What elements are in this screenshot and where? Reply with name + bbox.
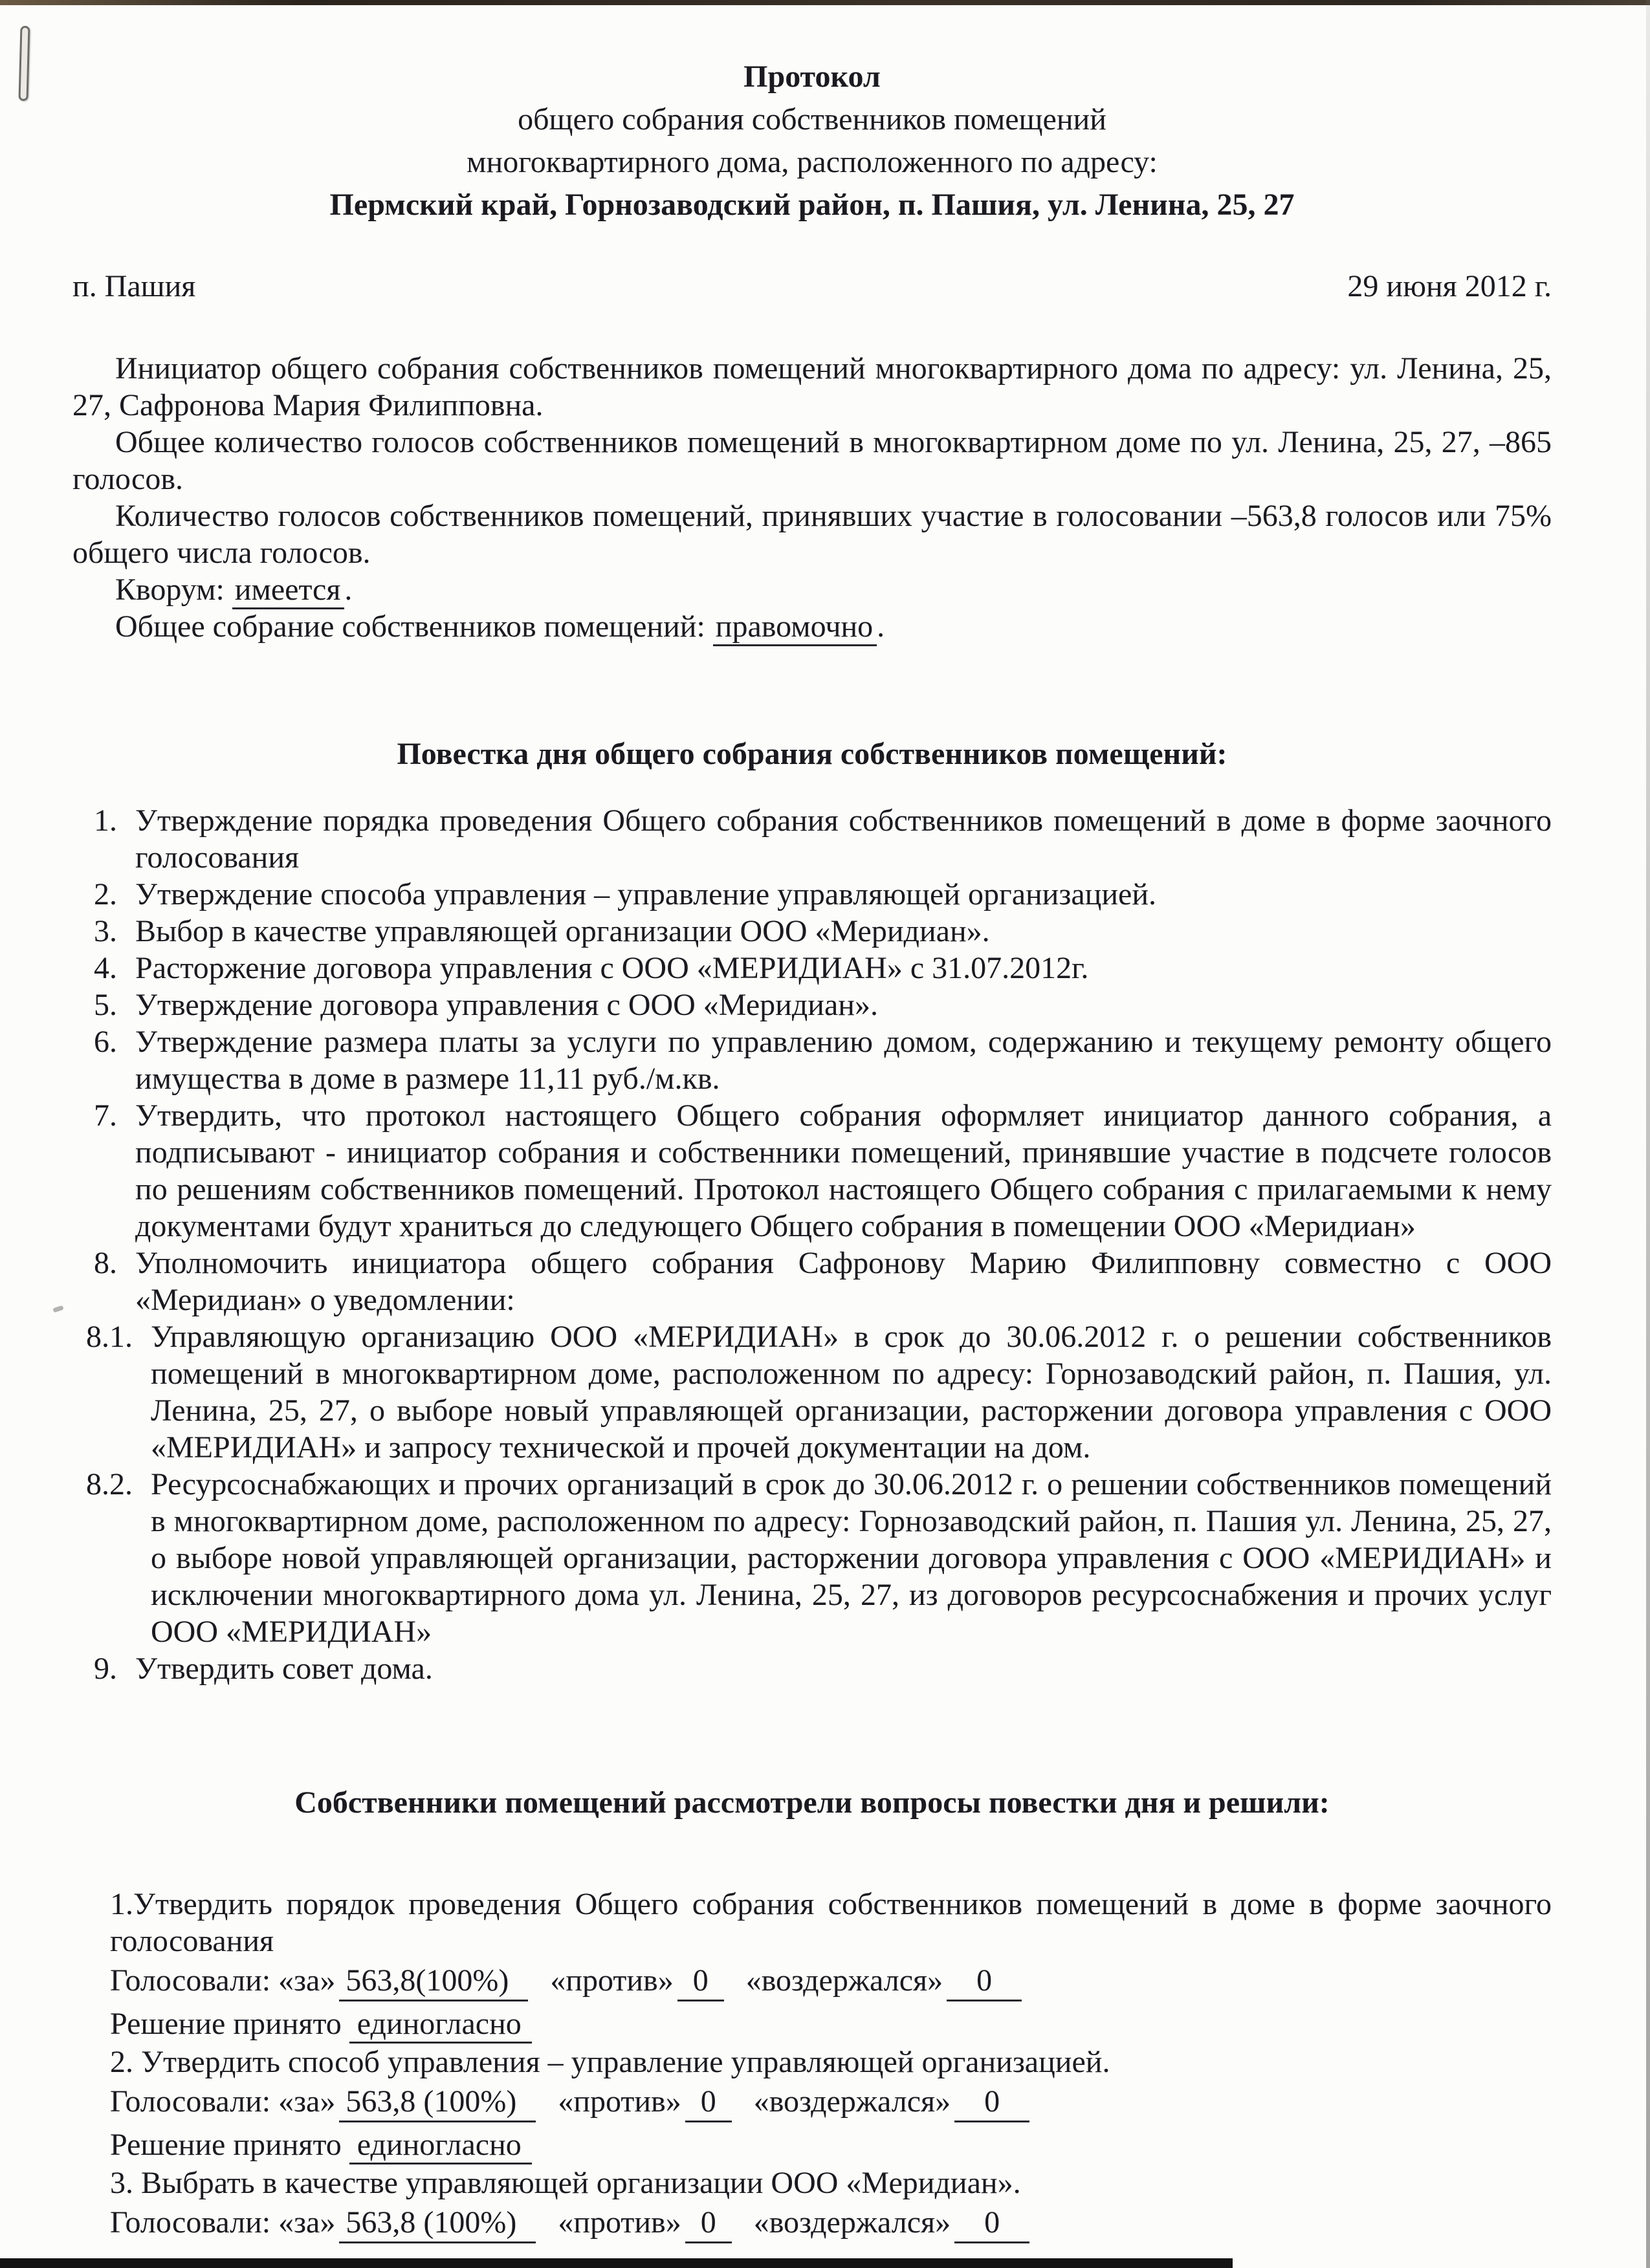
title-line-4: Пермский край, Горнозаводский район, п. Пашия, ул. Ленина, 25, 27 [329, 188, 1295, 222]
decision-2-votes-abstained: 0 [954, 2083, 1029, 2122]
intro-paragraph-initiator: Инициатор общего собрания собственников помещений многоквартирного дома по адресу: ул. Ленина, 25, 27, Сафронова Мария Филипповна. [72, 351, 1552, 422]
decision-1-vote-line [110, 1962, 1552, 2001]
meeting-competency-period: . [877, 609, 885, 644]
decision-2-vote-line [110, 2083, 1552, 2122]
decision-1-votes-abstained: 0 [947, 1962, 1022, 2001]
intro-section [72, 350, 1552, 645]
meeting-competency-line [72, 608, 1552, 645]
agenda-item-9-text: Утвердить совет дома. [135, 1652, 433, 1686]
decision-2-votes-for: 563,8 (100%) [339, 2083, 536, 2122]
meeting-competency-value: правомочно [713, 609, 877, 646]
quorum-label: Кворум: [115, 572, 225, 607]
agenda-list [86, 802, 1552, 1687]
decision-1-abstain-label: «воздержался» [745, 1963, 943, 1998]
decision-1-votes-for: 563,8(100%) [339, 1962, 528, 2001]
decision-2-votes-against: 0 [685, 2083, 732, 2122]
quorum-line [72, 571, 1552, 608]
decisions-section [110, 1886, 1552, 2243]
decision-2-resolution-label: Решение принято [110, 2128, 342, 2162]
decision-3-votes-against: 0 [685, 2204, 732, 2243]
decision-1-vote-label: Голосовали: «за» [110, 1963, 336, 1998]
decision-1-text: 1.Утвердить порядок проведения Общего собрания собственников помещений в доме в форме заочного голосования [110, 1887, 1552, 1958]
agenda-heading: Повестка дня общего собрания собственников помещений: [397, 737, 1227, 771]
agenda-item-9-number: 9. [94, 1652, 117, 1686]
decision-1-votes-against: 0 [677, 1962, 724, 2001]
intro-paragraph-total-votes: Общее количество голосов собственников помещений в многоквартирном доме по ул. Ленина, 25, 27, –865 голосов. [72, 425, 1552, 496]
decision-3-abstain-label: «воздержался» [753, 2205, 951, 2240]
decision-2-text: 2. Утвердить способ управления – управление управляющей организацией. [110, 2045, 1110, 2079]
agenda-item-3-number: 3. [94, 914, 117, 948]
agenda-item-8-number: 8. [94, 1246, 117, 1280]
quorum-value: имеется [232, 572, 345, 609]
agenda-item-3-text: Выбор в качестве управляющей организации ООО «Меридиан». [135, 914, 990, 948]
agenda-item-6-number: 6. [94, 1025, 117, 1059]
decision-1-resolution-line [110, 2005, 1552, 2042]
agenda-item-4 [94, 950, 1552, 987]
date-row [72, 268, 1552, 305]
decision-1-resolution-label: Решение принято [110, 2007, 342, 2041]
decision-3-text: 3. Выбрать в качестве управляющей организации ООО «Меридиан». [110, 2166, 1021, 2200]
agenda-item-8-1 [86, 1318, 1552, 1466]
title-line-1: Протокол [743, 60, 881, 94]
agenda-item-8-2-number: 8.2. [86, 1467, 133, 1501]
agenda-item-8-1-number: 8.1. [86, 1320, 133, 1354]
decision-2-resolution-line [110, 2126, 1552, 2163]
meeting-location: п. Пашия [72, 269, 196, 303]
agenda-item-2-number: 2. [94, 877, 117, 911]
decision-1-resolution-value: единогласно [349, 2007, 532, 2044]
agenda-item-6 [94, 1023, 1552, 1097]
agenda-item-8-1-text: Управляющую организацию ООО «МЕРИДИАН» в срок до 30.06.2012 г. о решении собственников помещений в многоквартирном доме, расположенном по адресу: Горнозаводский район, п. Пашия, ул. Ленина, 25, 27, о выборе новый управляющей организации, расторжении договора управления с ООО «МЕРИДИАН» и запросу технической и прочей документации на дом. [151, 1320, 1552, 1465]
agenda-item-7-number: 7. [94, 1098, 117, 1133]
decision-2-abstain-label: «воздержался» [753, 2084, 951, 2119]
decision-2-against-label: «против» [558, 2084, 681, 2119]
decision-3-votes-abstained: 0 [954, 2204, 1029, 2243]
scan-edge-right-artifact [1646, 0, 1650, 2268]
decision-2-vote-label: Голосовали: «за» [110, 2084, 336, 2119]
decision-1-against-label: «против» [550, 1963, 674, 1998]
agenda-item-7-text: Утвердить, что протокол настоящего Общего собрания оформляет инициатор данного собрания, а подписывают - инициатор собрания и собственники помещений, принявшие участие в подсчете голосов по решениям собственников помещений. Протокол настоящего Общего собрания с прилагаемыми к нему документами будут храниться до следующего Общего собрания в помещении ООО «Меридиан» [135, 1098, 1552, 1243]
decisions-heading: Собственники помещений рассмотрели вопросы повестки дня и решили: [294, 1785, 1330, 1820]
agenda-item-1-number: 1. [94, 803, 117, 838]
decision-3-vote-label: Голосовали: «за» [110, 2205, 336, 2240]
agenda-item-8-2 [86, 1466, 1552, 1650]
document-title [72, 56, 1552, 226]
intro-paragraph-participated-votes: Количество голосов собственников помещений, принявших участие в голосовании –563,8 голосов или 75% общего числа голосов. [72, 499, 1552, 570]
agenda-item-8-2-text: Ресурсоснабжающих и прочих организаций в срок до 30.06.2012 г. о решении собственников помещений в многоквартирном доме, расположенном по адресу: Горнозаводский район, п. Пашия ул. Ленина, 25, 27, о выборе новой управляющей организации, расторжении договора управления с ООО «МЕРИДИАН» и исключении многоквартирного дома ул. Ленина, 25, 27, из договоров ресурсоснабжения и прочих услуг ООО «МЕРИДИАН» [151, 1467, 1552, 1649]
decision-2-resolution-value: единогласно [349, 2128, 532, 2164]
agenda-item-1-text: Утверждение порядка проведения Общего собрания собственников помещений в доме в форме заочного голосования [135, 803, 1552, 875]
agenda-item-9 [94, 1650, 1552, 1687]
meeting-competency-label: Общее собрание собственников помещений: [115, 609, 705, 644]
decision-3-vote-line [110, 2204, 1552, 2243]
agenda-item-5-text: Утверждение договора управления с ООО «Меридиан». [135, 988, 878, 1022]
agenda-item-8-text: Уполномочить инициатора общего собрания Сафронову Марию Филипповну совместно с ООО «Меридиан» о уведомлении: [135, 1246, 1552, 1317]
agenda-item-7 [94, 1097, 1552, 1245]
agenda-item-5-number: 5. [94, 988, 117, 1022]
meeting-date: 29 июня 2012 г. [1347, 269, 1552, 303]
agenda-item-1 [94, 802, 1552, 876]
title-line-3: многоквартирного дома, расположенного по адресу: [467, 145, 1158, 179]
agenda-item-4-text: Расторжение договора управления с ООО «МЕРИДИАН» с 31.07.2012г. [135, 951, 1089, 985]
agenda-item-5 [94, 987, 1552, 1023]
agenda-item-2 [94, 876, 1552, 913]
agenda-item-6-text: Утверждение размера платы за услуги по управлению домом, содержанию и текущему ремонту общего имущества в доме в размере 11,11 руб./м.кв. [135, 1025, 1552, 1096]
agenda-item-2-text: Утверждение способа управления – управление управляющей организацией. [135, 877, 1156, 911]
decision-3-votes-for: 563,8 (100%) [339, 2204, 536, 2243]
agenda-item-4-number: 4. [94, 951, 117, 985]
scan-edge-bottom-artifact [0, 2258, 1233, 2268]
title-line-2: общего собрания собственников помещений [518, 102, 1106, 136]
agenda-item-8 [94, 1245, 1552, 1318]
agenda-item-3 [94, 913, 1552, 950]
decision-3-against-label: «против» [558, 2205, 681, 2240]
quorum-period: . [344, 572, 353, 607]
